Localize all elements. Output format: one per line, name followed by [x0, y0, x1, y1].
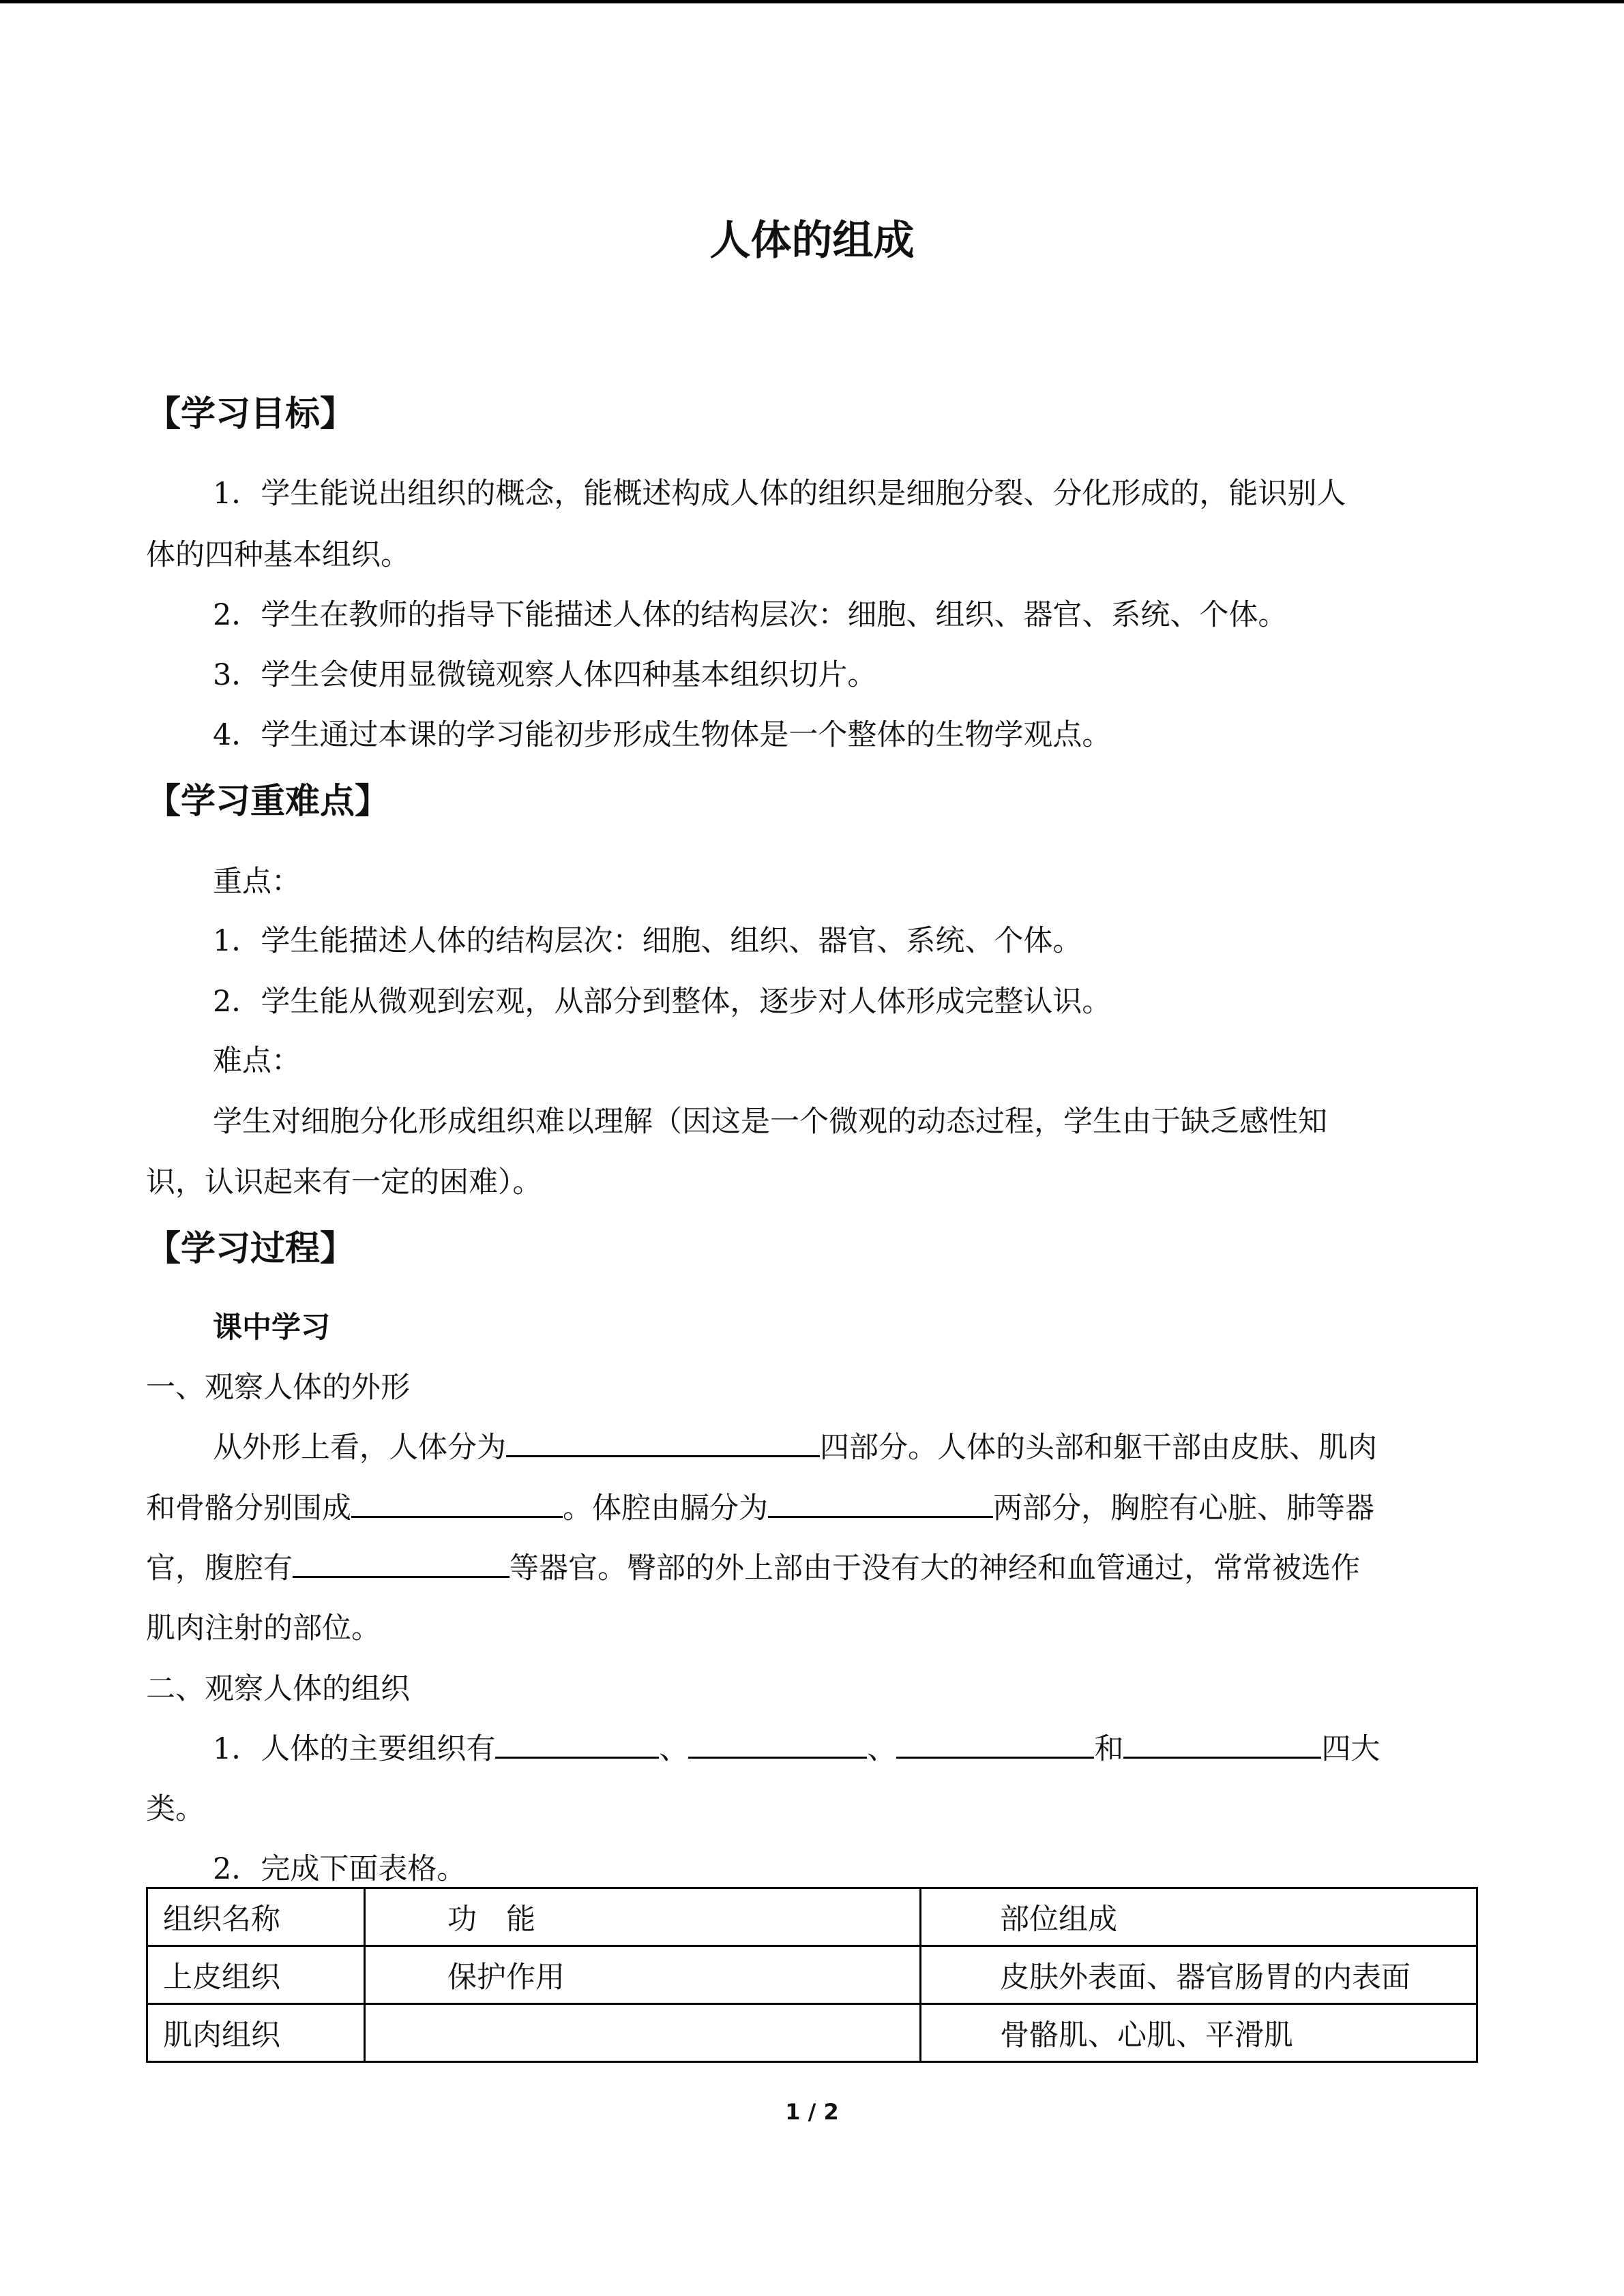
- goal-2: 2．学生在教师的指导下能描述人体的结构层次：细胞、组织、器官、系统、个体。: [213, 598, 1288, 632]
- fill-blank-tissue-2[interactable]: [688, 1727, 867, 1759]
- key-point-1: 1．学生能描述人体的结构层次：细胞、组织、器官、系统、个体。: [213, 924, 1082, 958]
- fill-blank-cavity-parts[interactable]: [768, 1486, 993, 1518]
- goal-1-line-1: 1．学生能说出组织的概念，能概述构成人体的组织是细胞分裂、分化形成的，能识别人: [213, 477, 1346, 511]
- fill-blank-tissue-3[interactable]: [896, 1727, 1094, 1759]
- table-cell: 上皮组织: [147, 1946, 365, 2004]
- table-header-row: [147, 1888, 1477, 1946]
- question-1-line-2: 类。: [146, 1792, 205, 1826]
- key-point-2: 2．学生能从微观到宏观，从部分到整体，逐步对人体形成完整认识。: [213, 985, 1112, 1019]
- section-2-heading: 二、观察人体的组织: [146, 1672, 410, 1706]
- goal-3: 3．学生会使用显微镜观察人体四种基本组织切片。: [213, 658, 877, 692]
- paragraph-1-line-4: 肌肉注射的部位。: [146, 1611, 381, 1645]
- table-cell: 骨骼肌、心肌、平滑肌: [921, 2004, 1477, 2062]
- section-1-heading: 一、观察人体的外形: [146, 1371, 410, 1405]
- table-cell-empty[interactable]: [365, 2004, 921, 2062]
- difficult-point-line-2: 识，认识起来有一定的困难）。: [146, 1165, 542, 1199]
- goal-1-line-2: 体的四种基本组织。: [146, 538, 410, 572]
- top-border-line: [0, 0, 1624, 3]
- key-points-label: 重点：: [213, 865, 301, 899]
- table-header-cell: 功 能: [365, 1888, 921, 1946]
- goal-4: 4．学生通过本课的学习能初步形成生物体是一个整体的生物学观点。: [213, 718, 1112, 752]
- question-2: 2．完成下面表格。: [213, 1852, 467, 1886]
- paragraph-1-line-2: 和骨骼分别围成 。体腔由膈分为 两部分，胸腔有心脏、肺等器: [146, 1486, 1374, 1531]
- difficult-points-label: 难点：: [213, 1044, 301, 1078]
- in-class-learning-label: 课中学习: [213, 1311, 330, 1345]
- difficult-point-line-1: 学生对细胞分化形成组织难以理解（因这是一个微观的动态过程，学生由于缺乏感性知: [213, 1105, 1327, 1139]
- table-header-cell: 组织名称: [147, 1888, 365, 1946]
- fill-blank-body-parts[interactable]: [506, 1425, 820, 1457]
- fill-blank-body-cavity[interactable]: [351, 1486, 563, 1518]
- heading-learning-goals: 【学习目标】: [146, 394, 355, 434]
- table-row: [147, 2004, 1477, 2062]
- heading-key-difficult-points: 【学习重难点】: [146, 781, 390, 822]
- table-header-cell: 部位组成: [921, 1888, 1477, 1946]
- paragraph-1-line-1: 从外形上看，人体分为 四部分。人体的头部和躯干部由皮肤、肌肉: [213, 1425, 1377, 1470]
- fill-blank-tissue-1[interactable]: [495, 1727, 659, 1759]
- table-row: [147, 1946, 1477, 2004]
- fill-blank-abdominal-organs[interactable]: [293, 1546, 510, 1578]
- table-cell: 皮肤外表面、器官肠胃的内表面: [921, 1946, 1477, 2004]
- fill-blank-tissue-4[interactable]: [1123, 1727, 1321, 1759]
- table-cell: 保护作用: [365, 1946, 921, 2004]
- tissue-table: [146, 1887, 1478, 2063]
- paragraph-1-line-3: 官，腹腔有 等器官。臀部的外上部由于没有大的神经和血管通过，常常被选作: [146, 1546, 1360, 1591]
- page-title: 人体的组成: [709, 217, 915, 265]
- question-1-line-1: 1．人体的主要组织有 、 、 和 四大: [213, 1727, 1380, 1772]
- table-cell: 肌肉组织: [147, 2004, 365, 2062]
- page-number: 1 / 2: [785, 2099, 839, 2125]
- heading-learning-process: 【学习过程】: [146, 1229, 355, 1269]
